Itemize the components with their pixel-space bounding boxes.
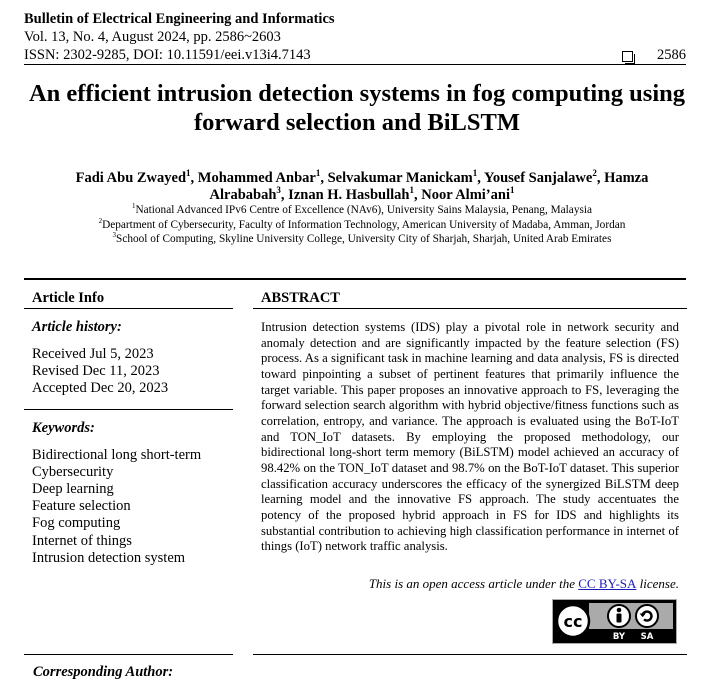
accepted-date: Accepted Dec 20, 2023 bbox=[32, 380, 169, 397]
page-number: 2586 bbox=[657, 47, 686, 63]
volume-info: Vol. 13, No. 4, August 2024, pp. 2586~2603 bbox=[24, 29, 281, 45]
issn-doi: ISSN: 2302-9285, DOI: 10.11591/eei.v13i4.7143 bbox=[24, 47, 311, 63]
affiliation-sup: 1 bbox=[131, 202, 136, 211]
history-heading: Article history: bbox=[32, 319, 122, 335]
right-bottom-divider bbox=[253, 654, 687, 655]
abstract-divider bbox=[253, 308, 687, 309]
revised-date: Revised Dec 11, 2023 bbox=[32, 363, 160, 380]
page-number-box bbox=[622, 46, 686, 64]
author-name: Mohammed Anbar bbox=[197, 170, 316, 186]
keyword-item: Fog computing bbox=[32, 515, 121, 532]
by-label: BY bbox=[612, 632, 626, 642]
share-alike-icon bbox=[636, 605, 658, 627]
author-affil-sup: 1 bbox=[315, 168, 321, 179]
title-line-2: forward selection and BiLSTM bbox=[194, 109, 520, 136]
paper-title bbox=[20, 79, 694, 137]
author-name: Noor Almi’ani bbox=[421, 187, 510, 203]
keyword-item: Internet of things bbox=[32, 532, 132, 549]
license-link[interactable]: CC BY-SA bbox=[578, 576, 637, 591]
keyword-item: Bidirectional long short-term bbox=[32, 446, 202, 463]
author-name: Iznan H. Hasbullah bbox=[288, 187, 410, 203]
keyword-item: Cybersecurity bbox=[32, 463, 114, 480]
abstract-column bbox=[253, 290, 687, 591]
article-info-column bbox=[24, 290, 233, 567]
affiliations bbox=[40, 203, 684, 247]
author-affil-sup: 1 bbox=[509, 185, 515, 196]
affiliation-text: National Advanced IPv6 Centre of Excellence (NAv6), University Sains Malaysia, Penang, Malaysia bbox=[135, 204, 593, 216]
section-divider bbox=[24, 278, 686, 280]
journal-name: Bulletin of Electrical Engineering and Informatics bbox=[24, 11, 335, 27]
abstract-heading: ABSTRACT bbox=[261, 290, 340, 306]
license-note bbox=[369, 576, 679, 592]
article-info-heading: Article Info bbox=[32, 290, 105, 306]
title-line-1: An efficient intrusion detection systems in fog computing using bbox=[28, 80, 686, 107]
author-name: Yousef Sanjalawe bbox=[483, 170, 593, 186]
license-prefix: This is an open access article under the bbox=[368, 576, 579, 591]
history-divider bbox=[24, 409, 233, 410]
affiliation-2 bbox=[40, 218, 684, 233]
author-list: Fadi Abu Zwayed$^1$, Mohammed Anbar$^1$, Selvakumar Manickam$^1$, Yousef Sanjalawe$^2$, Hamza Alrababah$^3$, Iznan H. Hasbullah$^1$, Noor Almi’ani$^1$ bbox=[75, 168, 649, 203]
journal-header bbox=[24, 10, 686, 64]
affiliation-text: School of Computing, Skyline University College, University City of Sharjah, Sharjah, United Arab Emirates bbox=[116, 233, 612, 245]
author-affil-sup: 1 bbox=[409, 185, 414, 196]
author-name: Selvakumar Manickam bbox=[327, 170, 473, 186]
left-bottom-divider bbox=[24, 654, 233, 655]
author-name: Fadi Abu Zwayed bbox=[75, 170, 187, 186]
received-date: Received Jul 5, 2023 bbox=[32, 346, 154, 362]
cc-label: cc bbox=[563, 612, 583, 631]
abstract-text: Intrusion detection systems (IDS) play a pivotal role in network security and anomaly detection and are significantly impacted by the feature selection (FS) process. As a significant task in machine learning and data analysis, FS is directed toward pinpointing a subset of pertinent features that primarily influence the target variable. This paper proposes an innovative approach to FS, leveraging the forward selection search algorithm with hybrid objective/fitness functions such as correlation, entropy, and variance. The approach is evaluated using the BoT-IoT and TON_IoT datasets. By employing the proposed methodology, our bidirectional long-short term memory (BiLSTM) model achieved an accuracy of 98.42% on the TON_IoT dataset and 98.7% on the BoT-IoT dataset. This superior classification accuracy underscores the efficacy of the synergized BiLSTM deep learning model and the innovative FS approach. The study accentuates the potency of the proposed hybrid approach in FS for IDS and highlights its substantial contribution to achieving high classification performance in internet of things (IoT) network traffic analysis. bbox=[261, 320, 679, 554]
affiliation-sup: 3 bbox=[112, 231, 117, 240]
affiliation-text: Department of Cybersecurity, Faculty of Information Technology, American University of Madaba, Amman, Jordan bbox=[102, 218, 626, 231]
keyword-item: Feature selection bbox=[32, 498, 131, 515]
keyword-item: Intrusion detection system bbox=[32, 549, 186, 566]
keywords-list bbox=[24, 447, 233, 567]
article-info-divider bbox=[24, 308, 233, 309]
page-square-icon bbox=[622, 51, 633, 62]
keyword-item: Deep learning bbox=[32, 481, 114, 498]
affiliation-1 bbox=[40, 203, 684, 218]
issn-row bbox=[24, 46, 686, 64]
cc-by-sa-badge[interactable] bbox=[552, 599, 677, 644]
author-affil-sup: 1 bbox=[186, 168, 191, 179]
author-affil-sup: 2 bbox=[592, 168, 597, 179]
keywords-heading: Keywords: bbox=[32, 419, 95, 436]
license-suffix: license. bbox=[636, 576, 679, 591]
author-affil-sup: 1 bbox=[472, 168, 478, 179]
header-divider bbox=[24, 64, 686, 65]
affiliation-3 bbox=[40, 232, 684, 247]
author-name: Hamza Alrababah bbox=[209, 170, 649, 203]
corresponding-author-heading: Corresponding Author: bbox=[33, 664, 174, 680]
author-affil-sup: 3 bbox=[276, 185, 281, 196]
sa-label: SA bbox=[640, 632, 654, 642]
history-list bbox=[24, 346, 233, 398]
affiliation-sup: 2 bbox=[98, 216, 103, 225]
